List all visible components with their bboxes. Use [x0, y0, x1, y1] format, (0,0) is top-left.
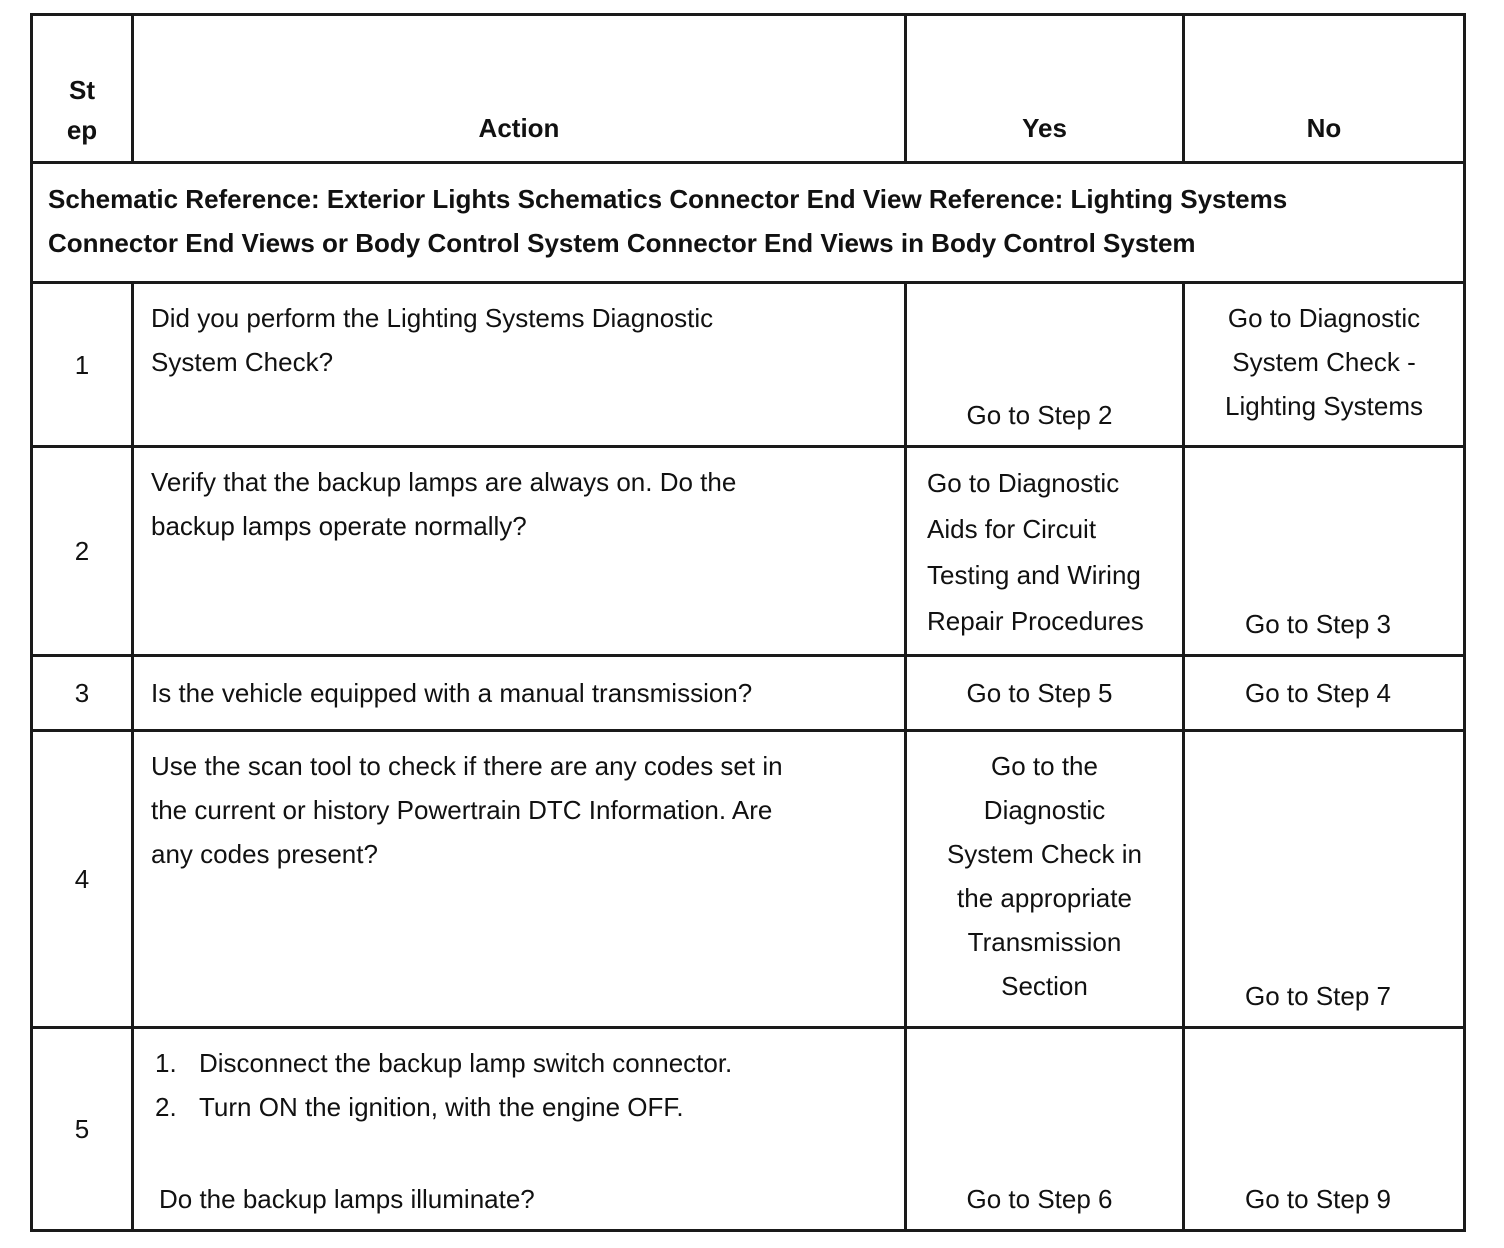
list-item: 1. Disconnect the backup lamp switch connector.: [155, 1048, 733, 1078]
no-link[interactable]: Go to Diagnostic System Check - Lighting Systems: [1225, 303, 1423, 421]
yes-cell: [907, 284, 1185, 445]
step-number: 2: [74, 536, 90, 566]
yes-link[interactable]: Go to Step 5: [966, 678, 1113, 708]
step-cell: [33, 1029, 134, 1229]
yes-link[interactable]: Go to Step 2: [966, 400, 1113, 430]
action-cell: [134, 732, 907, 1026]
table-row: [33, 657, 1463, 732]
no-link[interactable]: Go to Step 7: [1245, 981, 1391, 1011]
no-link[interactable]: Go to Step 9: [1245, 1184, 1391, 1214]
list-item: 2. Turn ON the ignition, with the engine OFF.: [155, 1092, 684, 1122]
yes-cell: [907, 1029, 1185, 1229]
header-step-cell: [33, 16, 134, 161]
action-text: Is the vehicle equipped with a manual transmission?: [151, 678, 753, 708]
step-cell: [33, 732, 134, 1026]
yes-link[interactable]: Go to Diagnostic Aids for Circuit Testing and Wiring Repair Procedures: [927, 468, 1144, 636]
action-steps: [151, 1041, 864, 1129]
step-number: 3: [74, 678, 90, 708]
table-header-row: [33, 16, 1463, 164]
step-number: 1: [74, 349, 90, 380]
table-row: [33, 448, 1463, 657]
action-text: Did you perform the Lighting Systems Diagnostic System Check?: [151, 303, 714, 377]
header-no-cell: [1185, 16, 1463, 161]
table-row: [33, 1029, 1463, 1229]
yes-cell: [907, 657, 1185, 729]
table-row: [33, 732, 1463, 1029]
step-number: 5: [74, 1114, 90, 1144]
step-cell: [33, 284, 134, 445]
header-step: St ep: [66, 75, 98, 145]
step-cell: [33, 657, 134, 729]
header-action-cell: [134, 16, 907, 161]
yes-cell: [907, 732, 1185, 1026]
yes-link[interactable]: Go to Step 6: [966, 1184, 1113, 1214]
no-cell: [1185, 448, 1463, 654]
no-cell: [1185, 657, 1463, 729]
diagnostic-table: [30, 13, 1466, 1232]
no-cell: [1185, 284, 1463, 445]
no-link[interactable]: Go to Step 3: [1245, 609, 1391, 639]
action-cell: [134, 1029, 907, 1229]
yes-link[interactable]: Go to the Diagnostic System Check in the appropriate Transmission Section: [946, 751, 1143, 1001]
reference-row: [33, 164, 1463, 284]
action-cell: [134, 284, 907, 445]
no-link[interactable]: Go to Step 4: [1245, 678, 1391, 708]
no-cell: [1185, 1029, 1463, 1229]
step-number: 4: [74, 864, 90, 894]
table-row: [33, 284, 1463, 448]
step-cell: [33, 448, 134, 654]
header-yes: Yes: [1022, 113, 1067, 143]
action-cell: [134, 448, 907, 654]
header-no: No: [1306, 113, 1342, 143]
action-cell: [134, 657, 907, 729]
header-action: Action: [478, 113, 560, 143]
action-text: Verify that the backup lamps are always on. Do the backup lamps operate normally?: [151, 467, 737, 541]
header-yes-cell: [907, 16, 1185, 161]
schematic-reference: Schematic Reference: Exterior Lights Schematics Connector End View Reference: Lighting Systems Connector End Views or Body Control System Connector End Views in Body Control System: [48, 184, 1288, 258]
no-cell: [1185, 732, 1463, 1026]
action-text: Use the scan tool to check if there are any codes set in the current or history Powertrain DTC Information. Are any codes present?: [151, 751, 783, 869]
yes-cell: [907, 448, 1185, 654]
action-question: Do the backup lamps illuminate?: [159, 1184, 535, 1214]
